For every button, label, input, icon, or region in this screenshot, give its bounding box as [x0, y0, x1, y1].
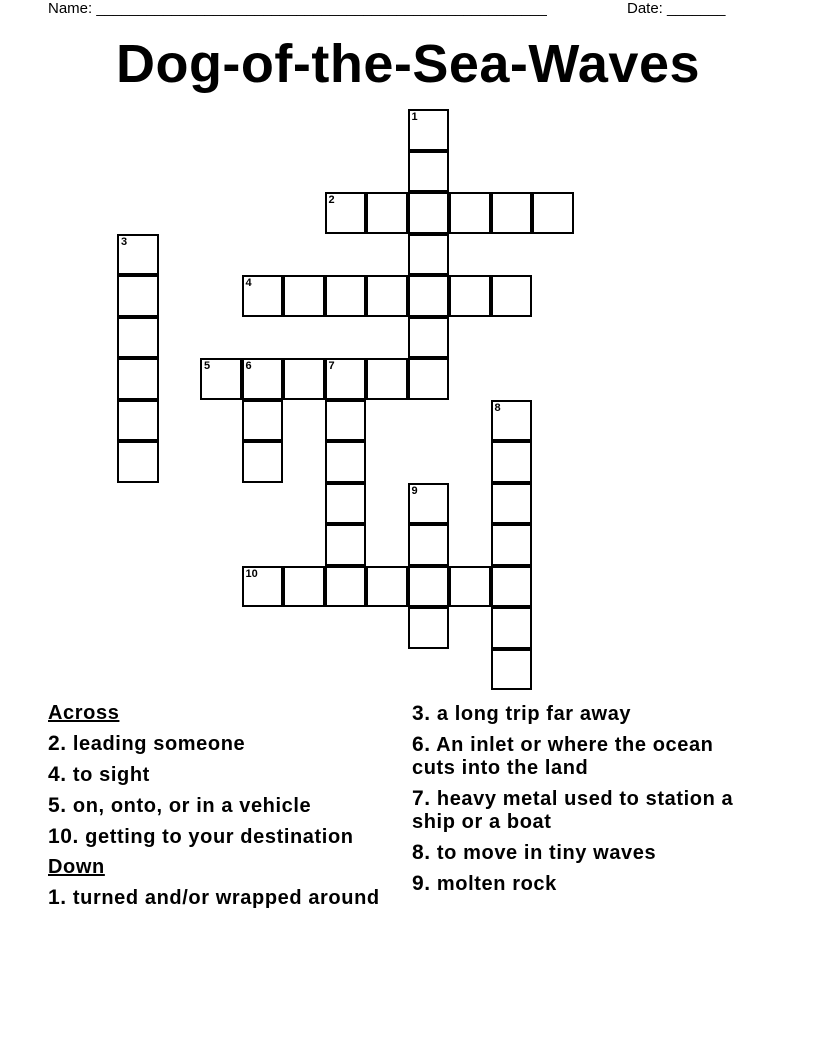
crossword-cell[interactable]: [408, 192, 450, 234]
crossword-cell[interactable]: [408, 109, 450, 151]
crossword-cell[interactable]: [366, 192, 408, 234]
crossword-cell[interactable]: [491, 607, 533, 649]
crossword-cell[interactable]: [408, 524, 450, 566]
cell-number: 6: [245, 360, 252, 372]
crossword-cell[interactable]: [242, 275, 284, 317]
clue-text: on, onto, or in a vehicle: [72, 795, 312, 817]
crossword-cell[interactable]: [408, 358, 450, 400]
crossword-cell[interactable]: [242, 566, 284, 608]
clue-down-6: [412, 733, 757, 780]
cell-number: 8: [494, 401, 501, 414]
crossword-cell[interactable]: [325, 400, 367, 442]
clue-number: 2.: [48, 732, 67, 755]
clue-text: molten rock: [436, 873, 557, 895]
crossword-cell[interactable]: [408, 234, 450, 276]
crossword-cell[interactable]: [242, 358, 284, 400]
clue-number: 4.: [48, 763, 67, 786]
clue-text: getting to your destination: [85, 826, 354, 848]
crossword-cell[interactable]: [366, 358, 408, 400]
crossword-cell[interactable]: [242, 441, 284, 483]
clue-across-10: [48, 825, 393, 849]
clue-text: heavy metal used to station a ship or a boat: [412, 788, 734, 833]
clues-column-left: [48, 702, 393, 917]
cell-number: 1: [411, 111, 418, 123]
crossword-cell[interactable]: [366, 275, 408, 317]
crossword-cell[interactable]: [491, 400, 533, 442]
clue-down-8: [412, 841, 757, 865]
down-heading: Down: [48, 856, 105, 878]
clue-text: An inlet or where the ocean cuts into the land: [412, 734, 714, 779]
crossword-cell[interactable]: [325, 483, 367, 525]
cell-number: 4: [245, 277, 252, 289]
across-heading: Across: [48, 702, 120, 724]
crossword-cell[interactable]: [408, 566, 450, 608]
crossword-cell[interactable]: [491, 566, 533, 608]
crossword-cell[interactable]: [408, 483, 450, 525]
clue-down-3: [412, 702, 757, 726]
crossword-cell[interactable]: [449, 275, 491, 317]
crossword-cell[interactable]: [283, 566, 325, 608]
date-field-label: Date: _______: [627, 0, 726, 17]
clue-text: turned and/or wrapped around: [72, 887, 380, 909]
crossword-cell[interactable]: [408, 607, 450, 649]
crossword-cell[interactable]: [117, 441, 159, 483]
clue-number: 1.: [48, 886, 67, 909]
crossword-cell[interactable]: [532, 192, 574, 234]
crossword-cell[interactable]: [491, 483, 533, 525]
clue-number: 9.: [412, 872, 431, 895]
cell-number: 2: [328, 194, 335, 206]
crossword-cell[interactable]: [491, 524, 533, 566]
crossword-cell[interactable]: [491, 275, 533, 317]
clue-down-1: [48, 886, 393, 910]
clue-number: 3.: [412, 702, 431, 725]
crossword-cell[interactable]: [242, 400, 284, 442]
clue-text: to sight: [72, 764, 150, 786]
crossword-cell[interactable]: [325, 192, 367, 234]
crossword-cell[interactable]: [408, 275, 450, 317]
cell-number: 10: [245, 567, 258, 580]
cell-number: 5: [204, 360, 211, 372]
crossword-cell[interactable]: [117, 234, 159, 276]
clue-number: 10.: [48, 825, 79, 848]
crossword-cell[interactable]: [325, 275, 367, 317]
crossword-cell[interactable]: [408, 151, 450, 193]
clue-number: 8.: [412, 841, 431, 864]
clue-across-5: [48, 794, 393, 818]
clue-text: leading someone: [72, 733, 246, 755]
crossword-cell[interactable]: [366, 566, 408, 608]
crossword-cell[interactable]: [491, 649, 533, 691]
clue-down-7: [412, 787, 757, 834]
name-field-label: Name: ______________________________________________________: [48, 0, 547, 17]
clue-text: to move in tiny waves: [436, 842, 657, 864]
cell-number: 3: [121, 235, 128, 248]
crossword-cell[interactable]: [325, 524, 367, 566]
clue-down-9: [412, 872, 757, 896]
crossword-cell[interactable]: [449, 192, 491, 234]
clue-across-2: [48, 732, 393, 756]
crossword-cell[interactable]: [117, 275, 159, 317]
clue-text: a long trip far away: [436, 703, 632, 725]
crossword-cell[interactable]: [491, 192, 533, 234]
page-title: Dog-of-the-Sea-Waves: [115, 34, 701, 94]
crossword-cell[interactable]: [283, 358, 325, 400]
crossword-cell[interactable]: [491, 441, 533, 483]
crossword-cell[interactable]: [117, 317, 159, 359]
crossword-cell[interactable]: [117, 400, 159, 442]
clue-across-4: [48, 763, 393, 787]
clues-column-right: [412, 702, 757, 903]
crossword-cell[interactable]: [449, 566, 491, 608]
crossword-cell[interactable]: [325, 358, 367, 400]
clue-number: 5.: [48, 794, 67, 817]
crossword-cell[interactable]: [325, 566, 367, 608]
crossword-cell[interactable]: [408, 317, 450, 359]
crossword-cell[interactable]: [325, 441, 367, 483]
crossword-cell[interactable]: [200, 358, 242, 400]
crossword-cell[interactable]: [283, 275, 325, 317]
cell-number: 7: [328, 360, 335, 372]
clue-number: 7.: [412, 787, 431, 810]
crossword-cell[interactable]: [117, 358, 159, 400]
clue-number: 6.: [412, 733, 431, 756]
cell-number: 9: [411, 484, 418, 497]
